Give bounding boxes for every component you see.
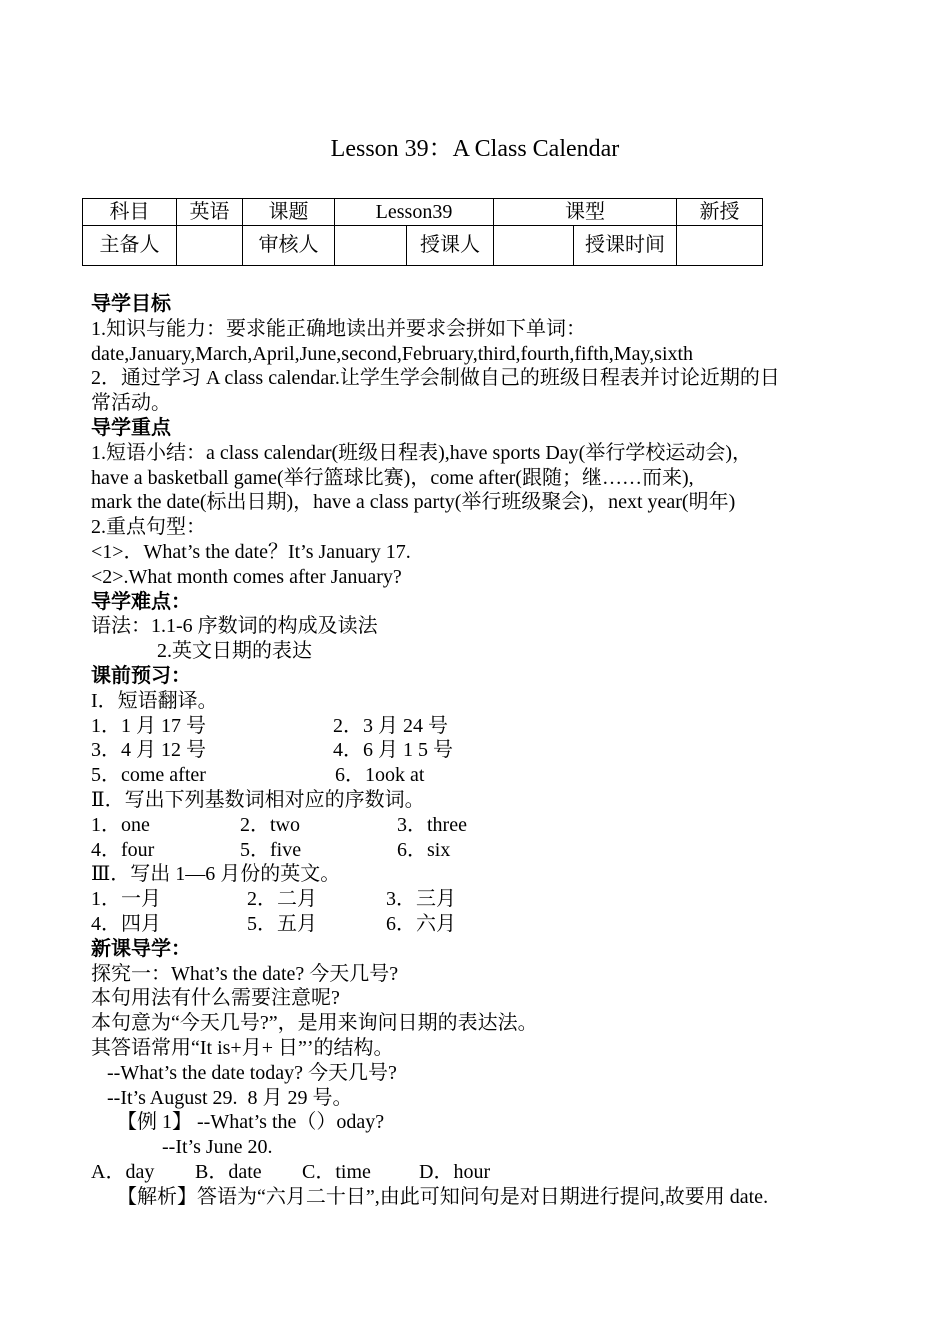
difficulties-line: 语法：1.1-6 序数词的构成及读法	[91, 615, 378, 638]
exercise-item: 6．六月	[386, 912, 456, 935]
exercise-item: 2．3 月 24 号	[333, 714, 448, 737]
exercise-item: 3．三月	[386, 888, 456, 911]
newlesson-line: 本句意为“今天几号?”，是用来询问日期的表达法。	[91, 1012, 538, 1035]
keypoints-line: <2>.What month comes after January?	[91, 565, 402, 588]
preview-row	[91, 763, 881, 788]
explanation: 【解析】答语为“六月二十日”,由此可知问句是对日期进行提问,故要用 date.	[117, 1185, 769, 1208]
preview-row	[91, 714, 881, 739]
difficulties-line: 2.英文日期的表达	[157, 640, 312, 663]
exercise-item: 5．come after	[91, 764, 206, 787]
keypoints-line: 2.重点句型：	[91, 516, 206, 539]
cell-topic-value: Lesson39	[335, 199, 494, 226]
objectives-line: 1.知识与能力：要求能正确地读出并要求会拼如下单词：	[91, 317, 586, 340]
exercise-item: 6．six	[397, 838, 451, 861]
cell-preparer-value	[177, 226, 243, 266]
cell-topic-label: 课题	[243, 199, 335, 226]
newlesson-heading: 新课导学：	[91, 937, 191, 960]
objectives-line: 常活动。	[91, 392, 171, 415]
newlesson-line: 其答语常用“It is+月+ 日”’的结构。	[91, 1036, 394, 1059]
keypoints-line: 1.短语小结：a class calendar(班级日程表),have sports Day(举行学校运动会)，	[91, 441, 752, 464]
keypoints-line: <1>．What’s the date？It’s January 17.	[91, 540, 411, 563]
cell-reviewer-value	[335, 226, 407, 266]
option-a: A．day	[91, 1160, 155, 1183]
page-title: Lesson 39：A Class Calendar	[330, 136, 620, 162]
exercise-item: 3．three	[397, 813, 467, 836]
objectives-line: 2．通过学习 A class calendar.让学生学会制做自己的班级日程表并讨论近期的日	[91, 367, 780, 390]
preview-row	[91, 912, 881, 937]
preview-row	[91, 738, 881, 763]
newlesson-line: --It’s August 29. 8 月 29 号。	[107, 1086, 353, 1109]
preview-section-title: I．短语翻译。	[91, 689, 218, 712]
exercise-item: 1．一月	[91, 888, 161, 911]
cell-reviewer-label: 审核人	[243, 226, 335, 266]
preview-row	[91, 887, 881, 912]
cell-time-value	[677, 226, 763, 266]
option-b: B．date	[195, 1160, 262, 1183]
exercise-item: 4．四月	[91, 912, 161, 935]
keypoints-heading: 导学重点	[91, 416, 171, 439]
exercise-item: 2．two	[240, 813, 300, 836]
cell-preparer-label: 主备人	[83, 226, 177, 266]
option-d: D．hour	[419, 1160, 491, 1183]
example-answer: --It’s June 20.	[162, 1136, 273, 1159]
newlesson-line: 探究一：What’s the date? 今天几号?	[91, 962, 399, 985]
cell-subject-label: 科目	[83, 199, 177, 226]
newlesson-line: 本句用法有什么需要注意呢?	[91, 987, 340, 1010]
cell-time-label: 授课时间	[574, 226, 677, 266]
exercise-item: 5．five	[240, 838, 302, 861]
preview-section-title: Ⅱ．写出下列基数词相对应的序数词。	[91, 788, 425, 811]
preview-heading: 课前预习：	[91, 664, 191, 687]
cell-teacher-value	[494, 226, 574, 266]
option-c: C．time	[302, 1160, 371, 1183]
preview-section-title: Ⅲ．写出 1—6 月份的英文。	[91, 863, 341, 886]
lesson-info-table	[82, 198, 763, 266]
exercise-item: 6．1ook at	[335, 764, 425, 787]
keypoints-line: have a basketball game(举行篮球比赛)，come after(跟随；继……而来),	[91, 466, 694, 489]
objectives-line: date,January,March,April,June,second,February,third,fourth,fifth,May,sixth	[91, 342, 694, 365]
exercise-item: 4．6 月 1 5 号	[333, 739, 453, 762]
cell-type-value: 新授	[677, 199, 763, 226]
exercise-item: 1．1 月 17 号	[91, 714, 206, 737]
exercise-item: 2．二月	[247, 888, 317, 911]
preview-row	[91, 838, 881, 863]
example-question: 【例 1】 --What’s the（）oday?	[117, 1111, 385, 1134]
preview-row	[91, 813, 881, 838]
exercise-item: 3．4 月 12 号	[91, 739, 206, 762]
cell-type-label: 课型	[494, 199, 677, 226]
keypoints-line: mark the date(标出日期)，have a class party(举行班级聚会)，next year(明年)	[91, 491, 736, 514]
exercise-item: 1．one	[91, 813, 150, 836]
newlesson-line: --What’s the date today? 今天几号?	[107, 1061, 397, 1084]
cell-teacher-label: 授课人	[407, 226, 494, 266]
difficulties-heading: 导学难点：	[91, 590, 191, 613]
exercise-item: 5．五月	[247, 912, 317, 935]
objectives-heading: 导学目标	[91, 293, 171, 315]
cell-subject-value: 英语	[177, 199, 243, 226]
exercise-item: 4．four	[91, 838, 155, 861]
document-body	[91, 292, 881, 1209]
answer-options	[91, 1160, 881, 1185]
